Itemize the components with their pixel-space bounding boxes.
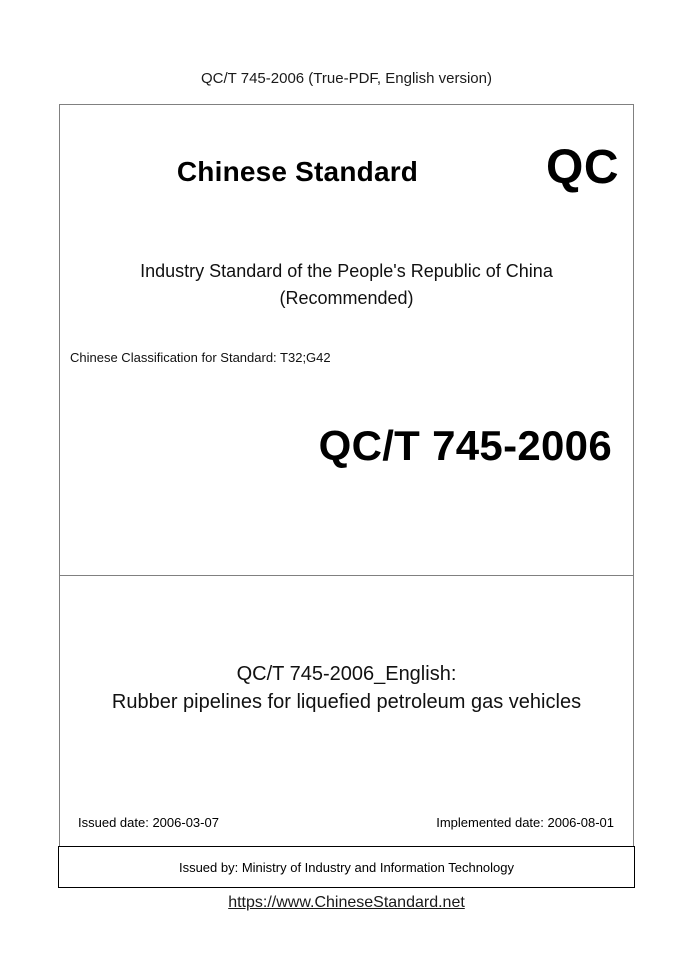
english-title-line-2: Rubber pipelines for liquefied petroleum gas vehicles [111,691,582,713]
standard-mark: QC [546,141,619,194]
issued-by-text: Issued by: Ministry of Industry and Information Technology [178,859,515,875]
industry-standard-text [60,258,633,312]
classification-text: Chinese Classification for Standard: T32;G42 [70,350,331,365]
industry-line-2: (Recommended) [279,288,414,308]
english-title [60,660,633,716]
english-title-line-1: QC/T 745-2006_English: [236,663,457,685]
website-link[interactable]: https://www.ChineseStandard.net [228,894,465,911]
issued-date: Issued date: 2006-03-07 [78,815,219,830]
issued-by-box [58,846,635,888]
industry-line-1: Industry Standard of the People's Republic of China [140,261,553,281]
implemented-date: Implemented date: 2006-08-01 [436,815,614,830]
document-header: QC/T 745-2006 (True-PDF, English version) [201,70,492,87]
standard-number: QC/T 745-2006 [318,422,612,469]
cover-title: Chinese Standard [176,156,419,187]
